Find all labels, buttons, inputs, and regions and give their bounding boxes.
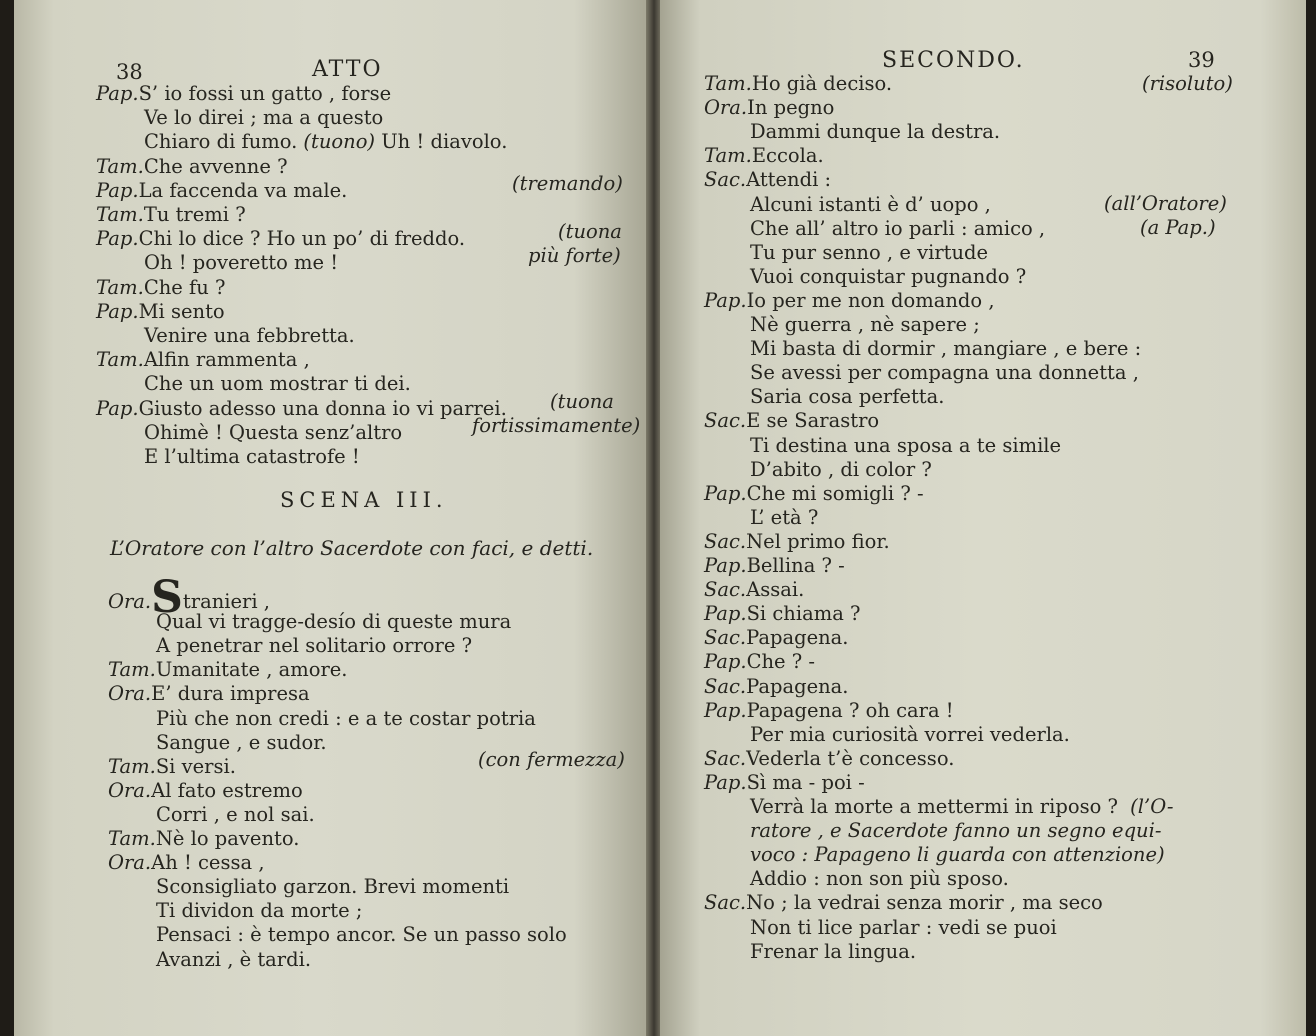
stage-direction: (tuono) [303,130,376,154]
speaker-label: Pap. [96,178,139,202]
dialogue-line [144,130,507,154]
dialogue-line [96,179,347,203]
dialogue-line [108,827,299,851]
dialogue-line [750,458,932,482]
line-text: Ohimè ! Questa senz’altro [144,420,403,444]
speaker-label: Ora. [704,96,748,120]
line-text: Mi sento [138,299,225,323]
speaker-label: Tam. [108,827,156,850]
line-text: E se Sarastro [746,409,880,433]
line-text: Che un uom mostrar ti dei. [144,372,411,396]
speaker-label: Tam. [96,154,144,178]
line-text: Bellina ? - [746,554,845,577]
dialogue-line [750,867,1009,891]
dialogue-line [108,851,265,875]
line-text: Ve lo direi ; ma a questo [144,106,384,130]
dialogue-line [750,506,818,530]
dialogue-line [96,203,246,227]
dialogue-line [156,875,509,899]
line-text: Chiaro di fumo. [144,130,298,154]
speaker-label: Pap. [704,650,747,674]
speaker-label: Pap. [704,288,747,312]
stage-direction-right: (con fermezza) [478,748,625,771]
line-text: Eccola. [751,144,824,168]
stage-direction-right: (a Pap.) [1140,216,1216,239]
speaker-label: Pap. [704,698,747,722]
dialogue-line [704,626,849,650]
line-text: Che avvenne ? [143,154,288,178]
line-text-after: Uh ! diavolo. [375,130,508,154]
line-text: Se avessi per compagna una donnetta , [750,361,1139,385]
line-text: A penetrar nel solitario orrore ? [156,634,473,658]
dialogue-line [704,530,890,554]
dialogue-line [750,217,1045,241]
dialogue-line [750,361,1139,385]
line-text: Si chiama ? [746,602,861,626]
speaker-label: Pap. [96,396,139,420]
dialogue-line [704,747,954,771]
dialogue-line [144,251,338,275]
speaker-label: Sac. [704,168,747,192]
line-text: Nè guerra , nè sapere ; [750,313,980,336]
speaker-label: Tam. [96,348,144,372]
dialogue-line [750,819,1161,843]
line-text: Addio : non son più sposo. [750,867,1009,891]
dialogue-line [108,658,348,682]
dialogue-line [704,96,834,120]
speaker-label: Pap. [704,770,747,794]
dialogue-line [750,120,1000,144]
dialogue-line [750,940,916,964]
line-text: Ti dividon da morte ; [156,899,363,923]
line-text: D’abito , di color ? [750,457,932,481]
dialogue-line [156,731,327,755]
scene-description: L’Oratore con l’altro Sacerdote con faci, e detti. [110,536,594,560]
stage-direction-right: (tuona [550,390,614,413]
speaker-label: Tam. [96,203,144,226]
speaker-label: Tam. [704,72,752,95]
line-text: Papagena. [746,626,849,650]
dialogue-line [750,313,980,337]
line-text: Sconsigliato garzon. Brevi momenti [156,875,510,899]
dialogue-line [156,707,536,731]
dialogue-line [144,106,383,130]
stage-direction-right: (tremando) [512,172,623,195]
stage-direction-right: (risoluto) [1142,72,1233,95]
line-text: Vederla t’è concesso. [746,746,955,770]
line-text: Umanitate , amore. [155,658,348,682]
line-text: Che ? - [746,650,816,674]
dialogue-line [704,482,924,506]
line-text: Frenar la lingua. [750,939,917,963]
speaker-label: Tam. [704,144,752,168]
line-text: Oh ! poveretto me ! [144,251,339,275]
speaker-label: Pap. [704,481,747,505]
speaker-label: Sac. [704,409,747,433]
drop-cap: S [151,572,183,623]
scene-title: SCENA III. [280,488,448,512]
line-text: Che mi somigli ? - [746,481,924,505]
speaker-label: Tam. [108,658,156,682]
line-text: Avanzi , è tardi. [156,947,312,971]
line-text: La faccenda va male. [138,178,348,202]
dialogue-line [156,610,511,634]
line-text: Tu tremi ? [143,203,246,226]
speaker-label: Sac. [704,529,747,553]
speaker-label: Sac. [704,891,747,915]
line-text: Per mia curiosità vorrei vederla. [750,722,1070,746]
speaker-label: Ora. [108,778,152,802]
speaker-label: Sac. [704,578,747,602]
page-number-right: 39 [1188,48,1215,72]
line-text: Mi basta di dormir , mangiare , e bere : [750,337,1142,361]
line-text: Papagena. [746,674,849,698]
dialogue-line [750,241,988,265]
dialogue-line [750,193,991,217]
line-text: E l’ultima catastrofe ! [144,445,360,468]
line-text: Nè lo pavento. [155,827,300,850]
dialogue-line [704,289,995,313]
speaker-label: Ora. [108,682,152,706]
line-text: Ah ! cessa , [151,851,265,875]
dialogue-line [96,348,310,372]
stage-direction-right: (all’Oratore) [1104,192,1227,215]
line-text: Si versi. [155,754,236,778]
dialogue-line [704,675,849,699]
line-text: Chi lo dice ? Ho un po’ di freddo. [138,227,466,251]
dialogue-line [108,682,310,706]
line-text: Ho già deciso. [751,72,893,95]
stage-direction-right: fortissimamente) [472,414,641,437]
left-page [14,0,648,1036]
line-text: Più che non credi : e a te costar potria [156,706,536,730]
dialogue-line [704,144,824,168]
line-text: Venire una febbretta. [144,324,355,347]
line-text: Attendi : [746,168,832,192]
dialogue-line [704,72,892,96]
dialogue-line [704,891,1103,915]
speaker-label: Pap. [96,227,139,251]
speaker-label: Tam. [108,754,156,778]
running-head-left: ATTO [312,57,383,82]
line-text: In pegno [747,96,835,120]
dialogue-line [750,795,1174,819]
line-text: Ti destina una sposa a te simile [750,433,1062,457]
speaker-label: Sac. [704,746,747,770]
dialogue-line [704,771,865,795]
line-text: Qual vi tragge-desío di queste mura [156,610,512,634]
stage-direction-right: (tuona [558,220,622,243]
line-text: tranieri , [182,590,270,613]
speaker-label: Ora. [108,590,152,613]
line-text: Giusto adesso una donna io vi parrei. [138,396,507,420]
line-text: Alcuni istanti è d’ uopo , [750,192,991,216]
dialogue-line [750,434,1061,458]
line-text: Nel primo fior. [746,529,890,553]
stage-direction: (l’O- [1123,795,1174,818]
dialogue-line [156,923,567,947]
line-text: Alfin rammenta , [143,348,310,372]
line-text: Vuoi conquistar pugnando ? [750,264,1027,288]
dialogue-line [704,650,815,674]
dialogue-line [144,421,402,445]
speaker-label: Pap. [96,82,139,105]
dialogue-line [750,337,1141,361]
line-text: Saria cosa perfetta. [750,385,945,409]
dialogue-line [704,168,831,192]
line-text: Che all’ altro io parli : amico , [750,216,1046,240]
right-page [660,0,1306,1036]
speaker-label: Pap. [96,299,139,323]
dialogue-line [704,554,845,578]
line-text: Che fu ? [143,275,226,299]
dialogue-line [750,385,944,409]
dialogue-line [144,324,355,348]
dialogue-line [144,445,360,469]
line-text: Pensaci : è tempo ancor. Se un passo solo [156,923,567,947]
line-text: Al fato estremo [151,778,303,802]
line-text: Non ti lice parlar : vedi se puoi [750,915,1057,939]
dialogue-line [96,397,507,421]
dialogue-line [704,578,804,602]
line-text: L’ età ? [750,505,819,529]
dialogue-line [704,699,954,723]
dialogue-line [156,634,472,658]
dialogue-line [750,916,1057,940]
dialogue-line [704,602,860,626]
line-text: E’ dura impresa [151,682,310,706]
dialogue-line [156,899,362,923]
running-head-right: SECONDO. [882,48,1025,73]
line-text: Sì ma - poi - [746,770,865,794]
speaker-label: Sac. [704,626,747,650]
line-text: Io per me non domando , [746,288,995,312]
stage-direction: ratore , e Sacerdote fanno un segno equi- [750,819,1162,843]
dialogue-line [108,779,303,803]
speaker-label: Pap. [704,554,747,577]
stage-direction-right: più forte) [528,244,621,267]
dialogue-line [96,227,465,251]
speaker-label: Sac. [704,674,747,698]
page-number-left: 38 [116,60,143,84]
line-text: Sangue , e sudor. [156,730,327,754]
dialogue-line [96,276,225,300]
speaker-label: Pap. [704,602,747,626]
stage-direction: voco : Papageno li guarda con attenzione) [750,843,1165,867]
dialogue-line [144,372,411,396]
dialogue-line [108,755,236,779]
speaker-label: Tam. [96,275,144,299]
dialogue-line [750,843,1165,867]
line-text: S’ io fossi un gatto , forse [138,82,392,105]
line-text: Tu pur senno , e virtude [750,240,989,264]
line-text: Verrà la morte a mettermi in riposo ? [750,795,1118,818]
dialogue-line [704,409,879,433]
dialogue-line [96,155,288,179]
line-text: Dammi dunque la destra. [750,120,1001,144]
speaker-label: Ora. [108,851,152,875]
dialogue-line [156,803,315,827]
line-text: Corri , e nol sai. [156,802,315,826]
line-text: Papagena ? oh cara ! [746,698,954,722]
dialogue-line [156,948,311,972]
line-text: No ; la vedrai senza morir , ma seco [746,891,1103,915]
dialogue-line [750,265,1026,289]
line-text: Assai. [746,578,805,602]
dialogue-line [96,82,391,106]
dialogue-line [750,723,1070,747]
dialogue-line [96,300,225,324]
